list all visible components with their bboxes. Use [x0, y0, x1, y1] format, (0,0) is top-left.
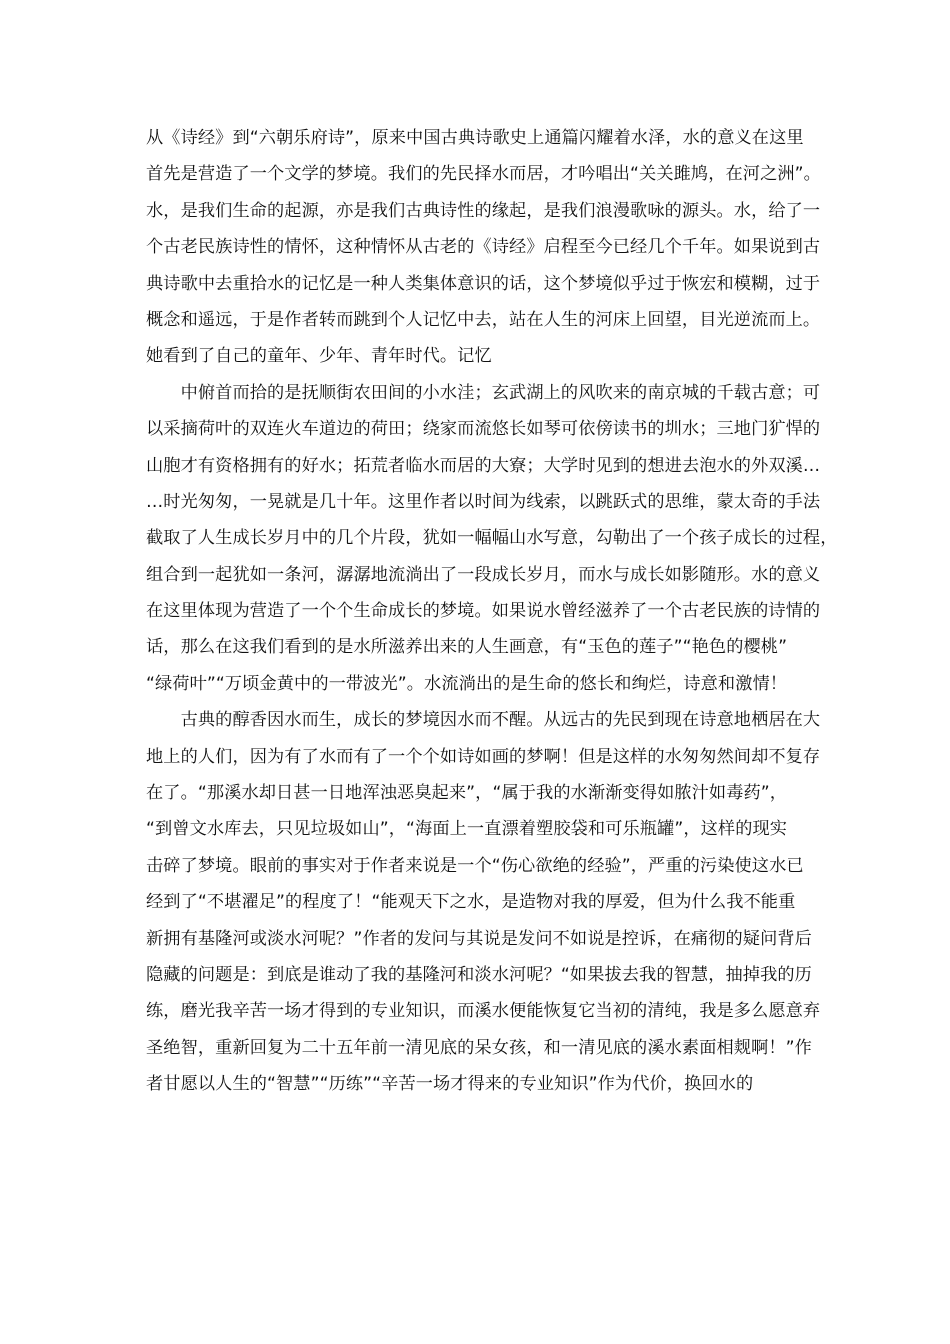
text-line: 练，磨光我辛苦一场才得到的专业知识，而溪水便能恢复它当初的清纯，我是多么愿意弃	[146, 1001, 821, 1022]
text-line: …时光匆匆，一晃就是几十年。这里作者以时间为线索，以跳跃式的思维，蒙太奇的手法	[146, 491, 821, 512]
text-line: 山胞才有资格拥有的好水；拓荒者临水而居的大寮；大学时见到的想进去泡水的外双溪…	[146, 455, 821, 476]
paragraph-2	[146, 375, 838, 703]
text-line: 圣绝智，重新回复为二十五年前一清见底的呆女孩，和一清见底的溪水素面相觌啊！”作	[146, 1037, 812, 1058]
text-line: 典诗歌中去重拾水的记忆是一种人类集体意识的话，这个梦境似乎过于恢宏和模糊，过于	[146, 273, 821, 294]
article-body	[146, 120, 838, 1103]
text-line: 新拥有基隆河或淡水河呢？”作者的发问与其说是发问不如说是控诉，在痛彻的疑问背后	[146, 928, 812, 949]
text-line: 古典的醇香因水而生，成长的梦境因水而不醒。从远古的先民到现在诗意地栖居在大	[146, 710, 821, 731]
text-line: 话，那么在这我们看到的是水所滋养出来的人生画意，有“玉色的莲子”“艳色的樱桃”	[146, 637, 788, 658]
text-line: 经到了“不堪濯足”的程度了！“能观天下之水，是造物对我的厚爱，但为什么我不能重	[146, 892, 796, 913]
text-line: 从《诗经》到“六朝乐府诗”，原来中国古典诗歌史上通篇闪耀着水泽，水的意义在这里	[146, 128, 804, 148]
text-line: 中俯首而拾的是抚顺街农田间的小水洼；玄武湖上的风吹来的南京城的千载古意；可	[146, 382, 821, 403]
text-line: “到曾文水库去，只见垃圾如山”，“海面上一直漂着塑胶袋和可乐瓶罐”，这样的现实	[146, 819, 788, 840]
text-line: “绿荷叶”“万顷金黄中的一带波光”。水流淌出的是生命的悠长和绚烂，诗意和激情！	[146, 673, 788, 694]
paragraph-3	[146, 702, 821, 1102]
text-line: 组合到一起犹如一条河，潺潺地流淌出了一段成长岁月，而水与成长如影随形。水的意义	[146, 564, 821, 585]
text-line: 隐藏的问题是：到底是谁动了我的基隆河和淡水河呢？“如果拔去我的智慧，抽掉我的历	[146, 964, 812, 985]
text-line: 截取了人生成长岁月中的几个片段，犹如一幅幅山水写意，勾勒出了一个孩子成长的过程，	[146, 528, 838, 549]
text-line: 在了。“那溪水却日甚一日地浑浊恶臭起来”，“属于我的水渐渐变得如脓汁如毒药”，	[146, 783, 788, 804]
text-line: 她看到了自己的童年、少年、青年时代。记忆	[146, 346, 492, 367]
text-line: 个古老民族诗性的情怀，这种情怀从古老的《诗经》启程至今已经几个千年。如果说到古	[146, 237, 821, 258]
text-line: 在这里体现为营造了一个个生命成长的梦境。如果说水曾经滋养了一个古老民族的诗情的	[146, 601, 821, 622]
paragraph-1	[146, 120, 821, 375]
text-line: 以采摘荷叶的双连火车道边的荷田；绕家而流悠长如琴可依傍读书的圳水；三地门犷悍的	[146, 419, 821, 440]
text-line: 者甘愿以人生的“智慧”“历练”“辛苦一场才得来的专业知识”作为代价，换回水的	[146, 1074, 754, 1095]
text-line: 水，是我们生命的起源，亦是我们古典诗性的缘起，是我们浪漫歌咏的源头。水，给了一	[146, 200, 821, 221]
text-line: 首先是营造了一个文学的梦境。我们的先民择水而居，才吟唱出“关关雎鸠，在河之洲”。	[146, 164, 821, 185]
text-line: 概念和遥远，于是作者转而跳到个人记忆中去，站在人生的河床上回望，目光逆流而上。	[146, 309, 821, 330]
text-line: 击碎了梦境。眼前的事实对于作者来说是一个“伤心欲绝的经验”，严重的污染使这水已	[146, 855, 804, 876]
text-line: 地上的人们，因为有了水而有了一个个如诗如画的梦啊！但是这样的水匆匆然间却不复存	[146, 746, 821, 767]
